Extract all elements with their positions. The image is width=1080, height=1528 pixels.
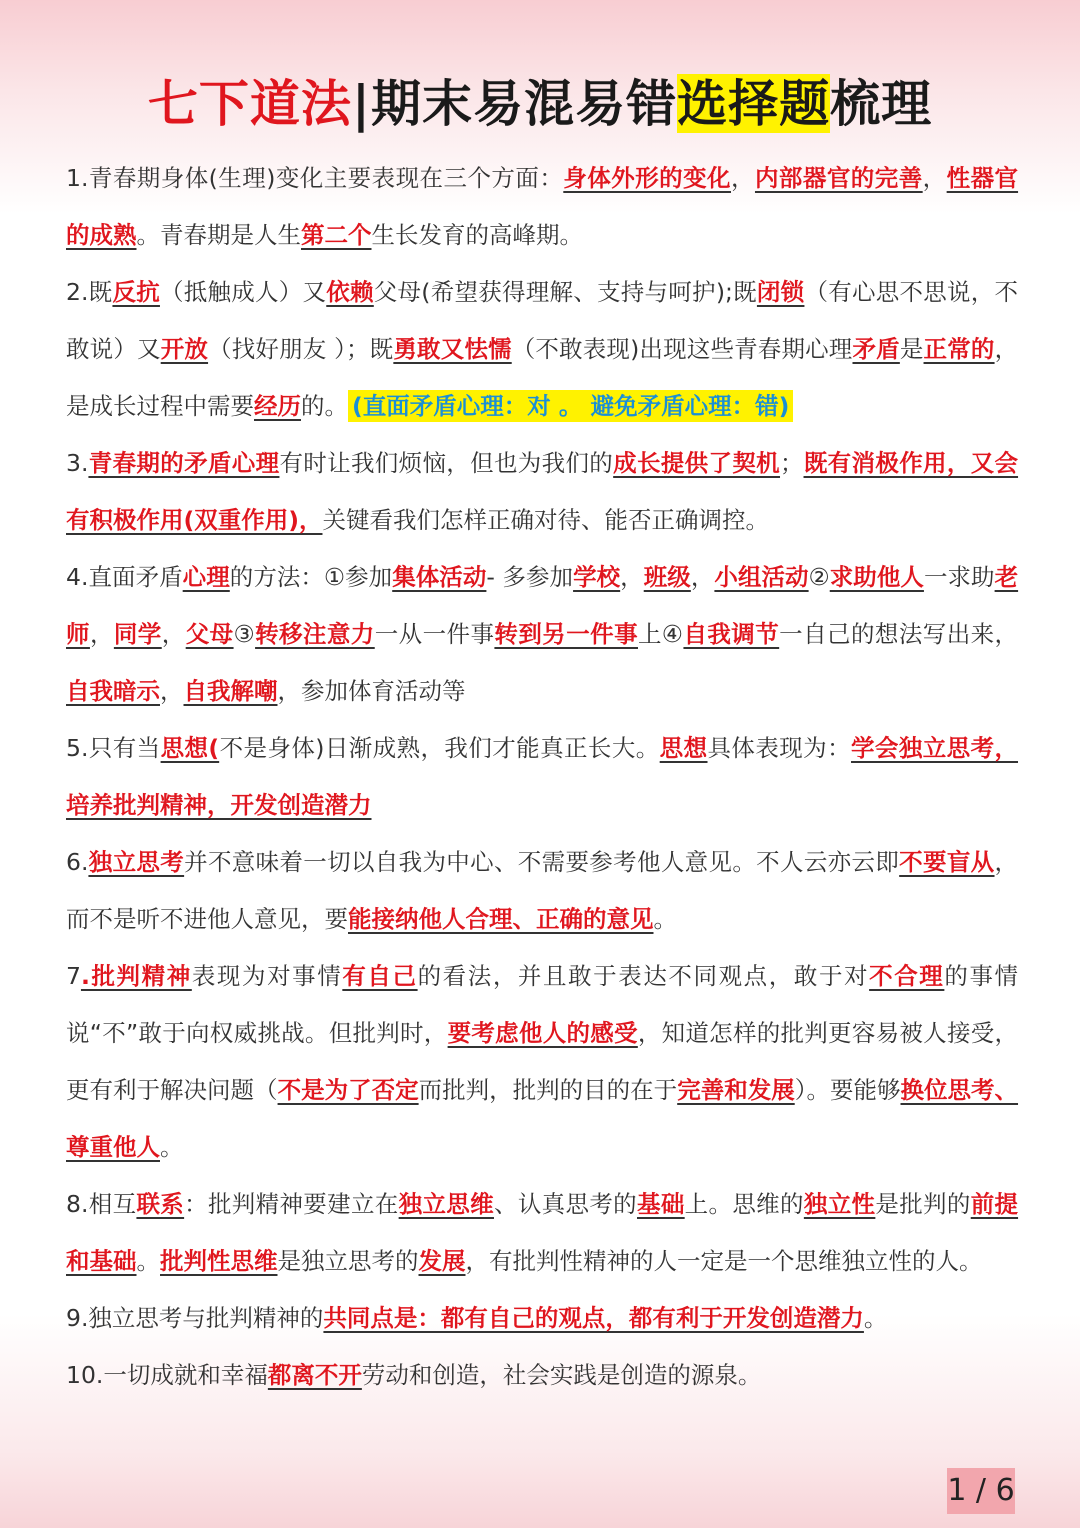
- keyword: 自我调节: [683, 620, 780, 648]
- text: 并不意味着一切以自我为中心、不需要参考他人意见。不人云亦云即: [184, 848, 900, 876]
- text: - 多参加: [486, 563, 574, 591]
- text: ，参加体育活动等: [277, 677, 466, 705]
- text: ，: [731, 164, 755, 192]
- keyword: 联系: [136, 1190, 185, 1218]
- keyword: 身体外形的变化: [563, 164, 731, 192]
- item-10: [66, 1347, 1018, 1404]
- keyword: 成长提供了契机: [613, 449, 781, 477]
- text: （抵触成人）又: [159, 278, 327, 306]
- text: 的看法，并且敢于表达不同观点，敢于对: [417, 962, 870, 990]
- keyword: 父母: [185, 620, 234, 648]
- item-3: [66, 435, 1018, 549]
- keyword: 转到另一件事: [494, 620, 638, 648]
- text: 7: [66, 962, 81, 990]
- keyword: 依赖: [326, 278, 374, 306]
- keyword: 前提和基础: [66, 1190, 1019, 1275]
- keyword: .批判精神: [80, 962, 192, 990]
- text: 一从一件事: [374, 620, 495, 648]
- text: ，: [620, 563, 644, 591]
- keyword: 矛盾: [852, 335, 900, 363]
- keyword: 集体活动: [392, 563, 487, 591]
- keyword: 不是为了否定: [277, 1076, 419, 1104]
- text: 1.青春期身体(生理)变化主要表现在三个方面：: [66, 164, 564, 192]
- keyword: 开放: [160, 335, 209, 363]
- title-subject: 七下道法: [147, 74, 352, 133]
- text: 表现为对事情: [191, 962, 343, 990]
- keyword: 心理: [182, 563, 230, 591]
- page-number: 1 / 6: [947, 1468, 1015, 1514]
- keyword: 有自己: [342, 962, 418, 990]
- text: 的事情说“不”敢于向权威挑战。但批判时，: [66, 962, 1019, 1047]
- keyword: 第二个: [301, 221, 372, 249]
- text: 一求助: [923, 563, 995, 591]
- item-8: [66, 1176, 1018, 1290]
- text: 具体表现为：: [707, 734, 852, 762]
- text: ：批判精神要建立在: [184, 1190, 399, 1218]
- keyword: 求助他人: [829, 563, 924, 591]
- text: ，: [922, 164, 947, 192]
- text: 关键看我们怎样正确对待、能否正确调控。: [322, 506, 769, 534]
- keyword: 基础: [637, 1190, 685, 1218]
- text: ，: [161, 620, 186, 648]
- keyword: 经历: [254, 392, 301, 420]
- keyword: 独立思维: [398, 1190, 494, 1218]
- text: ，而不是听不进他人意见，要: [66, 848, 1019, 933]
- highlight-note: (直面矛盾心理：对 。 避免矛盾心理：错): [348, 390, 793, 422]
- keyword: 完善和发展: [677, 1076, 795, 1104]
- text: 5.只有当: [66, 734, 161, 762]
- keyword: 反抗: [112, 278, 160, 306]
- text: ，: [160, 677, 184, 705]
- keyword: 内部器官的完善: [754, 164, 923, 192]
- title-suffix: 梳理: [830, 74, 933, 133]
- keyword: 正常的: [923, 335, 995, 363]
- page-title: [0, 72, 1080, 136]
- keyword: 自我解嘲: [183, 677, 278, 705]
- keyword: 能接纳他人合理、正确的意见: [348, 905, 654, 933]
- keyword: 学会独立思考，培养批判精神，开发创造潜力: [66, 734, 1019, 819]
- text: 9.独立思考与批判精神的: [66, 1304, 324, 1332]
- keyword: 自我暗示: [66, 677, 160, 705]
- text: 的方法：①参加: [229, 563, 393, 591]
- text: 6.: [66, 848, 89, 876]
- text: 劳动和创造，社会实践是创造的源泉。: [361, 1361, 762, 1389]
- item-1: [66, 150, 1018, 264]
- keyword: 小组活动: [714, 563, 809, 591]
- text: ，是成长过程中需要: [66, 335, 1019, 420]
- text: 3.: [66, 449, 89, 477]
- text: ）。要能够: [794, 1076, 901, 1104]
- text: ，知道怎样的批判更容易被人接受，更有利于解决问题（: [66, 1019, 1019, 1104]
- keyword: 既有消极作用，又会有积极作用(双重作用)，: [66, 449, 1019, 534]
- keyword: 独立性: [803, 1190, 876, 1218]
- text: 是独立思考的: [277, 1247, 419, 1275]
- text: 。: [653, 905, 677, 933]
- text: 8.相互: [66, 1190, 137, 1218]
- text: 是: [899, 335, 924, 363]
- text: 2.既: [66, 278, 113, 306]
- text: 。: [136, 1247, 160, 1275]
- keyword: 转移注意力: [255, 620, 375, 648]
- text: 有时让我们烦恼，但也为我们的: [279, 449, 614, 477]
- keyword: 要考虑他人的感受: [447, 1019, 638, 1047]
- keyword: 勇敢又怯懦: [393, 335, 512, 363]
- text: 。: [863, 1304, 888, 1332]
- text: 一自己的想法写出来，: [779, 620, 1019, 648]
- keyword: 都离不开: [267, 1361, 362, 1389]
- keyword: 老师: [66, 563, 1019, 648]
- text: 父母(希望获得理解、支持与呵护);既: [373, 278, 757, 306]
- keyword: 闭锁: [756, 278, 805, 306]
- keyword: 思想: [659, 734, 708, 762]
- text: 是批判的: [875, 1190, 971, 1218]
- text: （有心思不思说，不敢说）又: [66, 278, 1018, 363]
- text: 上。思维的: [684, 1190, 804, 1218]
- text: 不是身体)日渐成熟，我们才能真正长大。: [219, 734, 660, 762]
- keyword: 批判性思维: [160, 1247, 278, 1275]
- text: 的。: [301, 392, 348, 420]
- text: （找好朋友 ）；既: [208, 335, 394, 363]
- content: [66, 150, 1018, 1404]
- item-5: [66, 720, 1018, 834]
- keyword: 不要盲从: [899, 848, 995, 876]
- text: 。青春期是人生: [136, 221, 301, 249]
- item-2: [66, 264, 1018, 435]
- item-9: [66, 1290, 1018, 1347]
- keyword: 青春期的矛盾心理: [88, 449, 280, 477]
- keyword: 共同点是：都有自己的观点，都有利于开发创造潜力: [323, 1304, 864, 1332]
- text: 上④: [638, 620, 684, 648]
- keyword: 独立思考: [88, 848, 185, 876]
- text: ②: [808, 563, 830, 591]
- keyword: 同学: [113, 620, 162, 648]
- text: 10.一切成就和幸福: [66, 1361, 268, 1389]
- keyword: 发展: [418, 1247, 466, 1275]
- text: 4.直面矛盾: [66, 563, 183, 591]
- text: （不敢表现)出现这些青春期心理: [511, 335, 853, 363]
- item-6: [66, 834, 1018, 948]
- text: ；: [780, 449, 804, 477]
- keyword: 学校: [573, 563, 621, 591]
- text: ③: [233, 620, 256, 648]
- text: 生长发育的高峰期。: [371, 221, 583, 249]
- text: 、认真思考的: [493, 1190, 637, 1218]
- item-7: [66, 948, 1018, 1176]
- text: ，: [89, 620, 114, 648]
- item-4: [66, 549, 1018, 720]
- title-topic: |期末易混易错: [351, 74, 678, 133]
- keyword: 换位思考、尊重他人: [66, 1076, 1019, 1161]
- keyword: 性器官的成熟: [66, 164, 1019, 249]
- title-highlight: 选择题: [677, 74, 831, 133]
- keyword: 思想(: [160, 734, 220, 762]
- keyword: 不合理: [869, 962, 945, 990]
- text: ，: [690, 563, 715, 591]
- text: 。: [160, 1133, 184, 1161]
- text: ，有批判性精神的人一定是一个思维独立性的人。: [465, 1247, 983, 1275]
- keyword: 班级: [643, 563, 691, 591]
- text: 而批判，批判的目的在于: [418, 1076, 678, 1104]
